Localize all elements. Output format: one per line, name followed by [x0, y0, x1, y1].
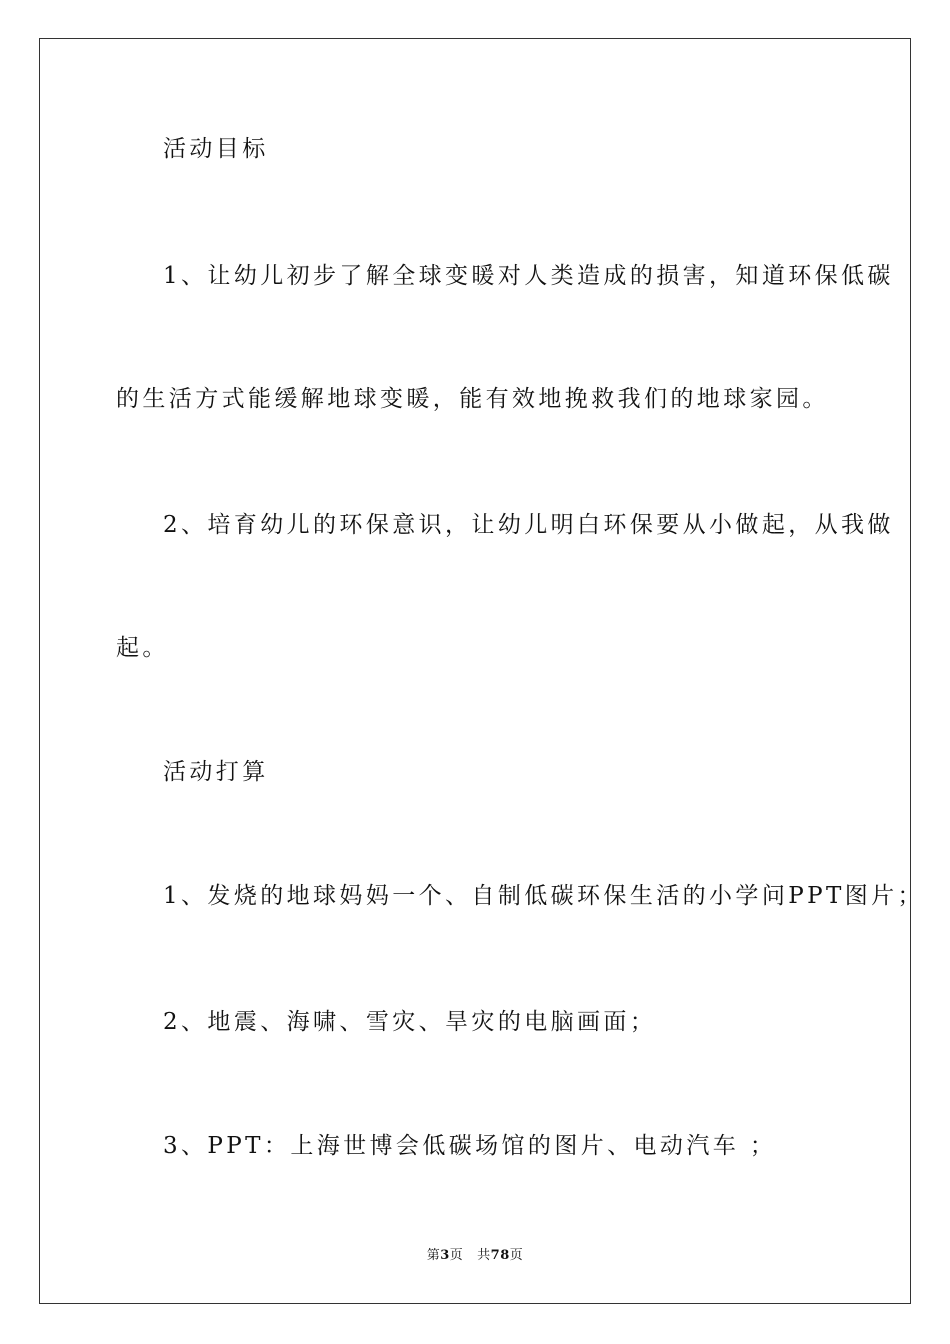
- paragraph-line: 1、让幼儿初步了解全球变暖对人类造成的损害，知道环保低碳: [163, 263, 894, 289]
- page-frame: [39, 38, 911, 1304]
- footer-prefix: 第: [426, 1248, 441, 1263]
- section-heading-goals: 活动目标: [163, 136, 269, 162]
- paragraph-line: 起。: [116, 635, 169, 661]
- paragraph-line: 2、培育幼儿的环保意识，让幼儿明白环保要从小做起，从我做: [163, 512, 894, 538]
- paragraph-line: 3、PPT：上海世博会低碳场馆的图片、电动汽车 ；: [163, 1133, 777, 1159]
- footer-mid: 页 共: [449, 1248, 491, 1263]
- paragraph-line: 的生活方式能缓解地球变暖，能有效地挽救我们的地球家园。: [116, 386, 829, 412]
- paragraph-line: 1、发烧的地球妈妈一个、自制低碳环保生活的小学问PPT图片；: [163, 883, 924, 909]
- current-page-number: 3: [440, 1248, 450, 1263]
- footer-suffix: 页: [509, 1248, 524, 1263]
- total-page-count: 78: [490, 1248, 510, 1263]
- section-heading-preparation: 活动打算: [163, 759, 269, 785]
- paragraph-line: 2、地震、海啸、雪灾、旱灾的电脑画面；: [163, 1009, 657, 1035]
- page-footer: [0, 1247, 950, 1265]
